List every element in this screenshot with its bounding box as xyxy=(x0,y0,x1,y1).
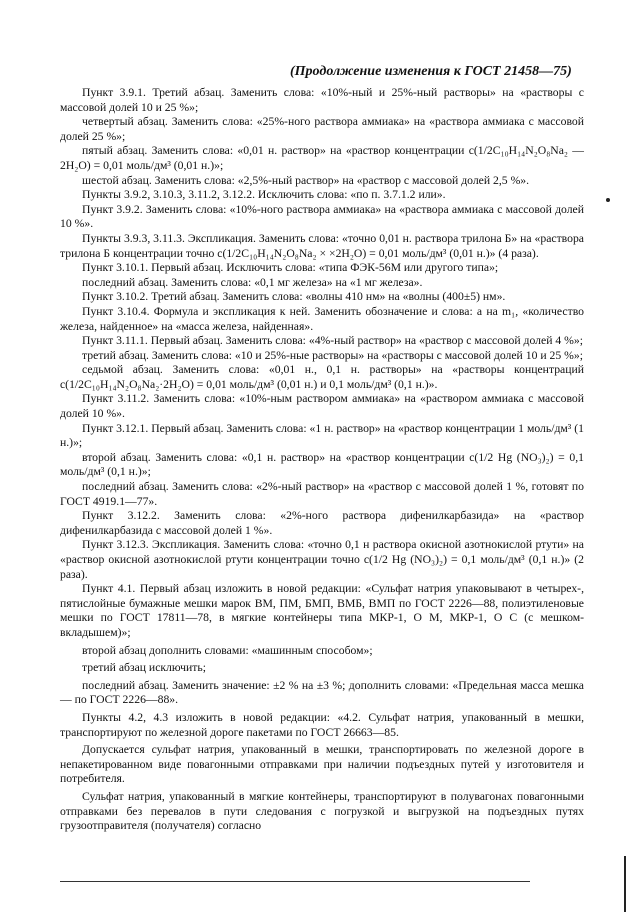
page-edge-mark xyxy=(624,856,626,912)
paragraph: Пункт 3.12.3. Экспликация. Заменить слова: «точно 0,1 н раствора окисной азотнокислой ртути» на «раствор окисной азотнокислой ртути концентрации точно c(1/2 Hg (NO₃)₂) = 0,1 моль/дм³ (0,1 н.)» (2 раза). xyxy=(60,538,584,581)
paragraph: Пункт 3.11.2. Заменить слова: «10%-ным раствором аммиака» на «раствором аммиака с массовой долей 10 %». xyxy=(60,392,584,421)
amendment-body xyxy=(60,86,584,834)
paragraph: Пункт 3.10.4. Формула и экспликация к ней. Заменить обозначение и слова: a на m₁, «количество железа, найденное» на «масса железа, найденная». xyxy=(60,304,584,333)
paragraph: Сульфат натрия, упакованный в мягкие контейнеры, транспортируют в полувагонах повагонными отправками без перевалов в пути следования с погрузкой и выгрузкой на подъездных путях грузоотправителя (получателя) согласно xyxy=(60,789,584,833)
paragraph: Пункт 3.12.1. Первый абзац. Заменить слова: «1 н. раствор» на «раствор концентрации 1 моль/дм³ (1 н.)»; xyxy=(60,421,584,450)
paragraph: последний абзац. Заменить значение: ±2 % на ±3 %; дополнить словами: «Предельная масса мешка — по ГОСТ 2226—88». xyxy=(60,678,584,707)
paragraph: Пункты 4.2, 4.3 изложить в новой редакции: «4.2. Сульфат натрия, упакованный в мешки, транспортируют по железной дороге пакетами по ГОСТ 26663—85. xyxy=(60,710,584,739)
paragraph: седьмой абзац. Заменить слова: «0,01 н., 0,1 н. растворы» на «растворы концентраций c(1/2C₁₀H₁₄N₂O₈Na₂·2H₂O) = 0,01 моль/дм³ (0,01 н.) и 0,1 моль/дм³ (0,1 н.)». xyxy=(60,363,584,391)
paragraph: Пункт 3.9.2. Заменить слова: «10%-ного раствора аммиака» на «раствора аммиака с массовой долей 10 %». xyxy=(60,202,584,231)
running-header: (Продолжение изменения к ГОСТ 21458—75) xyxy=(290,64,572,79)
paragraph: Пункт 3.12.2. Заменить слова: «2%-ного раствора дифенилкарбазида» на «раствор дифенилкарбазида с массовой долей 1 %». xyxy=(60,509,584,537)
paragraph: третий абзац исключить; xyxy=(82,661,206,675)
paragraph: последний абзац. Заменить слова: «0,1 мг железа» на «1 мг железа». xyxy=(82,275,423,289)
paragraph: второй абзац. Заменить слова: «0,1 н. раствор» на «раствор концентрации c(1/2 Hg (NO₃)₂) = 0,1 моль/дм³ (0,1 н.)»; xyxy=(60,450,584,479)
paragraph: шестой абзац. Заменить слова: «2,5%-ный раствор» на «раствор с массовой долей 2,5 %». xyxy=(82,173,530,187)
paragraph: четвертый абзац. Заменить слова: «25%-ного раствора аммиака» на «раствора аммиака с массовой долей 25 %»; xyxy=(60,115,584,143)
paragraph: Пункты 3.9.3, 3.11.3. Экспликация. Заменить слова: «точно 0,01 н. раствора трилона Б» на «раствора трилона Б концентрации точно c(1/2C₁₀H₁₄N₂O₈Na₂ × ×2H₂O) = 0,01 моль/дм³ (0,01 н.)» (4 раза). xyxy=(60,231,584,260)
paragraph: Пункт 4.1. Первый абзац изложить в новой редакции: «Сульфат натрия упаковывают в четырех-, пятислойные бумажные мешки марок ВМ, ПМ, БМП, ВМБ, ВМП по ГОСТ 2226—88, полиэтиленовые мешки по ГОСТ 17811—78, в мягкие контейнеры типа МКР-1, О М, МКР-1, О С (с мешком-вкладышем)»; xyxy=(60,582,584,639)
paragraph: Пункты 3.9.2, 3.10.3, 3.11.2, 3.12.2. Исключить слова: «по п. 3.7.1.2 или». xyxy=(82,188,446,202)
paragraph: пятый абзац. Заменить слова: «0,01 н. раствор» на «раствор концентрации c(1/2C₁₀H₁₄N₂O₈Na₂ — 2H₂O) = 0,01 моль/дм³ (0,01 н.)»; xyxy=(60,144,584,172)
paragraph: Пункт 3.10.2. Третий абзац. Заменить слова: «волны 410 нм» на «волны (400±5) нм». xyxy=(82,290,506,304)
margin-dot-mark xyxy=(606,198,610,202)
paragraph: Пункт 3.9.1. Третий абзац. Заменить слова: «10%-ный и 25%-ный растворы» на «растворы с массовой долей 10 и 25 %»; xyxy=(60,86,584,114)
paragraph: Пункт 3.11.1. Первый абзац. Заменить слова: «4%-ный раствор» на «раствор с массовой долей 4 %»; xyxy=(82,334,583,348)
paragraph: третий абзац. Заменить слова: «10 и 25%-ные растворы» на «растворы с массовой долей 10 и 25 %»; xyxy=(82,348,583,362)
paragraph: последний абзац. Заменить слова: «2%-ный раствор» на «раствор с массовой долей 1 %, готовят по ГОСТ 4919.1—77». xyxy=(60,480,584,508)
paragraph: Пункт 3.10.1. Первый абзац. Исключить слова: «типа ФЭК-56М или другого типа»; xyxy=(82,261,499,275)
paragraph: Допускается сульфат натрия, упакованный в мешки, транспортировать по железной дороге в непакетированном виде повагонными отправками при наличии подъездных путей у изготовителя и потребителя. xyxy=(60,743,584,786)
paragraph: второй абзац дополнить словами: «машинным способом»; xyxy=(82,643,373,657)
bottom-rule-divider xyxy=(60,881,530,882)
